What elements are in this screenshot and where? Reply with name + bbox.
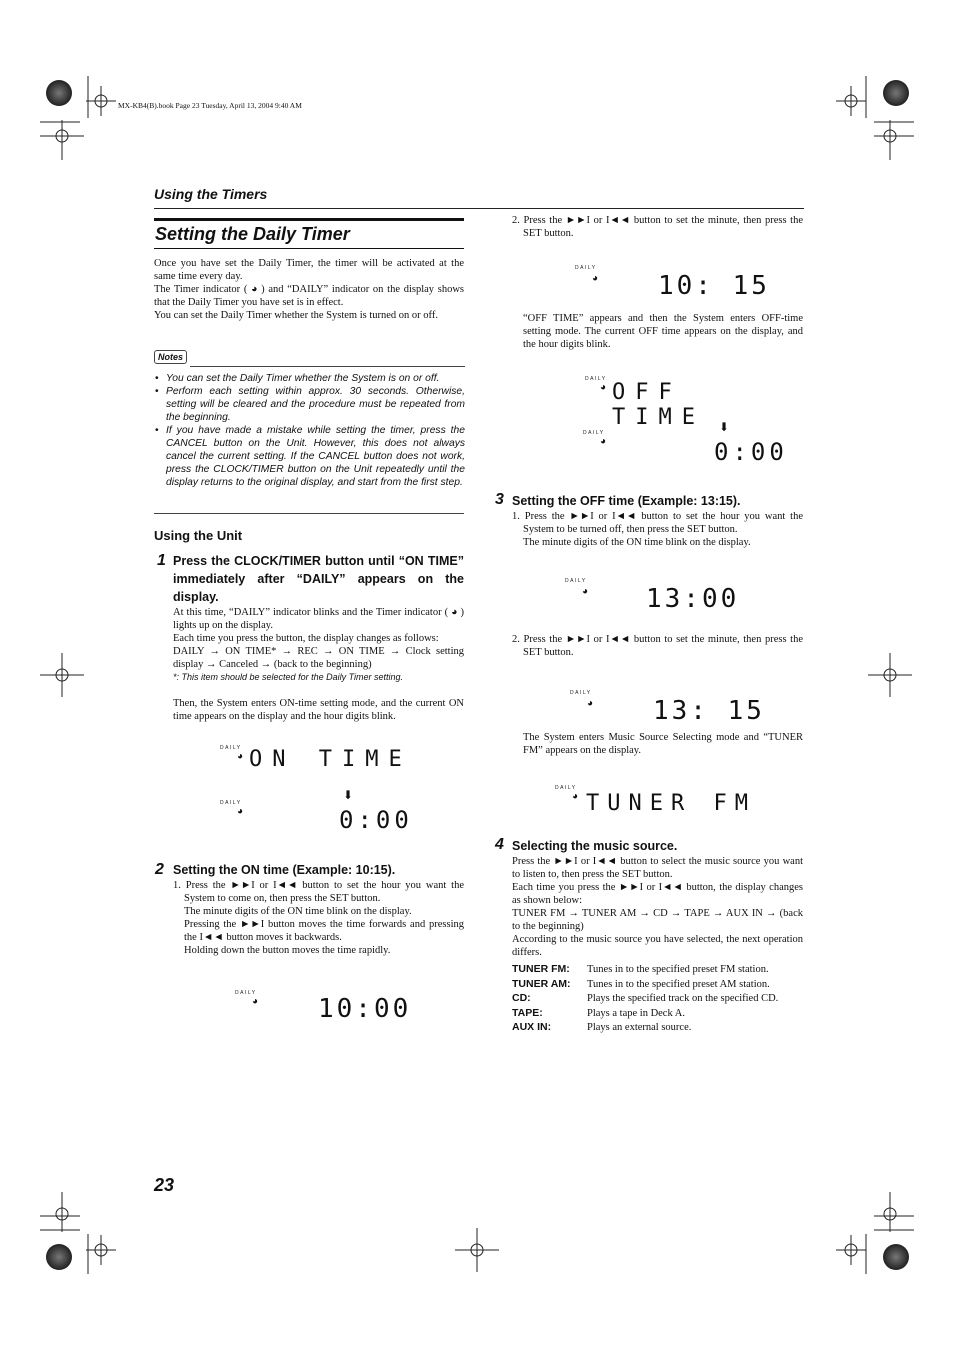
step4-heading: Selecting the music source.	[512, 839, 678, 853]
lcd-off-zero	[580, 420, 788, 470]
timer-icon: ◕	[600, 382, 607, 393]
timer-icon: ◕	[252, 996, 259, 1007]
lcd-text: 10:00	[318, 994, 412, 1024]
page-title: Setting the Daily Timer	[155, 224, 350, 244]
lcd-1015	[570, 255, 770, 305]
table-row: TAPE: Plays a tape in Deck A.	[512, 1006, 685, 1019]
lcd-on-time	[215, 735, 415, 785]
timer-icon: ◕	[237, 751, 244, 762]
lcd-text: 0:00	[339, 806, 413, 834]
daily-indicator: DAILY	[220, 745, 242, 751]
lcd-text: 13:00	[646, 584, 740, 614]
timer-icon: ◕	[251, 284, 258, 295]
file-header: MX-KB4(B).book Page 23 Tuesday, April 13, 2004 9:40 AM	[118, 101, 302, 110]
step2-item2-note: “OFF TIME” appears and then the System enters OFF-time setting mode. The current OFF time appears on the display, and the hour digits blink.	[523, 313, 803, 350]
timer-icon: ◕	[592, 273, 599, 284]
daily-indicator: DAILY	[235, 990, 257, 996]
step3-item2: 2. Press the ►►I or I◄◄ button to set the minute, then press the SET button.	[512, 634, 803, 658]
table-row: TUNER AM: Tunes in to the specified preset AM station.	[512, 977, 770, 990]
daily-indicator: DAILY	[585, 376, 607, 382]
daily-indicator: DAILY	[565, 578, 587, 584]
note-item: • Perform each setting within approx. 30 seconds. Otherwise, setting will be cleared and the procedure must be repeated from the beginning.	[155, 385, 465, 424]
lcd-1315	[565, 680, 765, 730]
intro-p1: Once you have set the Daily Timer, the timer will be activated at the same time every day.	[154, 258, 464, 282]
intro-text	[154, 257, 464, 322]
lcd-1300	[560, 568, 760, 618]
step3-item2-note: The System enters Music Source Selecting mode and “TUNER FM” appears on the display.	[523, 732, 803, 756]
step2-item1: 1. Press the ►►I or I◄◄ button to set the hour you want the System to come on, then press the SET button. The minute digits of the ON time blink on the display. Pressing the ►►I button moves the time forwards and pressing the I◄◄ button moves it backwards. Holding down the button moves the time rapidly.	[173, 880, 464, 956]
using-unit-heading: Using the Unit	[154, 528, 243, 543]
daily-indicator: DAILY	[555, 785, 577, 791]
daily-indicator: DAILY	[583, 430, 605, 436]
lcd-1000	[230, 980, 430, 1030]
table-row: TUNER FM: Tunes in to the specified preset FM station.	[512, 963, 769, 975]
title-rule-bottom	[154, 248, 464, 249]
lcd-text: ON TIME	[249, 747, 412, 772]
step-number: 1	[157, 552, 166, 569]
step2-item2: 2. Press the ►►I or I◄◄ button to set the minute, then press the SET button.	[512, 215, 803, 239]
lcd-off-time	[582, 366, 782, 430]
lcd-tuner-fm	[550, 775, 770, 825]
timer-icon: ◕	[600, 436, 607, 447]
daily-indicator: DAILY	[220, 800, 242, 806]
table-row: CD: Plays the specified track on the specified CD.	[512, 992, 779, 1004]
timer-icon: ◕	[582, 586, 589, 597]
step3-heading: Setting the OFF time (Example: 13:15).	[512, 494, 741, 508]
notes-bottom-rule	[154, 513, 464, 514]
timer-icon: ◕	[587, 698, 594, 709]
lcd-text: OFF TIME	[612, 380, 705, 430]
note-item: • You can set the Daily Timer whether the System is on or off.	[155, 372, 465, 385]
step2-heading: Setting the ON time (Example: 10:15).	[173, 863, 396, 877]
step3-item1: 1. Press the ►►I or I◄◄ button to set the hour you want the System to be turned off, then press the SET button. The minute digits of the ON time blink on the display.	[512, 511, 803, 548]
intro-p2: The Timer indicator ( ◕ ) and “DAILY” indicator on the display shows that the Daily Timer you have set is in effect.	[154, 284, 464, 308]
timer-icon: ◕	[572, 791, 579, 802]
header-rule	[154, 208, 804, 209]
step1-body: At this time, “DAILY” indicator blinks and the Timer indicator ( ◕ ) lights up on the display. Each time you press the button, the display changes as follows: DAILY → ON TIME* → REC → ON TIME → Clock setting display → Canceled → (back to the beginning) *: This item should be selected for the Daily Timer setting. Then, the System enters ON-time setting mode, and the current ON time appears on the display and the hour digits blink.	[173, 607, 464, 722]
arrow-down-icon: ⬇	[343, 788, 354, 802]
step-number: 3	[495, 491, 504, 508]
source-table	[512, 963, 778, 1036]
timer-icon: ◕	[237, 806, 244, 817]
page-number: 23	[154, 1175, 175, 1195]
lcd-text: 0:00	[714, 438, 788, 466]
intro-p3: You can set the Daily Timer whether the System is turned on or off.	[154, 310, 438, 321]
notes-label: Notes	[154, 350, 187, 364]
daily-indicator: DAILY	[570, 690, 592, 696]
lcd-text: TUNER FM	[586, 791, 756, 816]
notes-list	[155, 372, 465, 489]
section-header: Using the Timers	[154, 186, 268, 202]
note-item: • If you have made a mistake while setting the timer, press the CANCEL button on the Unit. However, this does not always cancel the current setting. If the CANCEL button does not work, press the CLOCK/TIMER button on the Unit repeatedly until the display returns to the original display, and start from the first step.	[155, 424, 465, 489]
arrow-down-icon: ⬇	[719, 420, 730, 434]
step-number: 2	[155, 861, 164, 878]
daily-indicator: DAILY	[575, 265, 597, 271]
step1-heading: Press the CLOCK/TIMER button until “ON TIME” immediately after “DAILY” appears on the display.	[173, 554, 464, 604]
notes-rule	[190, 366, 465, 367]
step4-body: Press the ►►I or I◄◄ button to select the music source you want to listen to, then press the SET button. Each time you press the ►►I or I◄◄ button, the display changes as shown below: TUNER FM → TUNER AM → CD → TAPE → AUX IN → (back to the beginning) According to the music source you have selected, the next operation differs.	[512, 856, 803, 958]
lcd-text: 13: 15	[653, 696, 765, 726]
timer-icon: ◕	[451, 607, 458, 618]
lcd-on-zero	[215, 790, 415, 840]
table-row: AUX IN: Plays an external source.	[512, 1021, 692, 1033]
step-number: 4	[495, 836, 504, 853]
lcd-text: 10: 15	[658, 271, 770, 301]
title-rule-top	[154, 218, 464, 221]
